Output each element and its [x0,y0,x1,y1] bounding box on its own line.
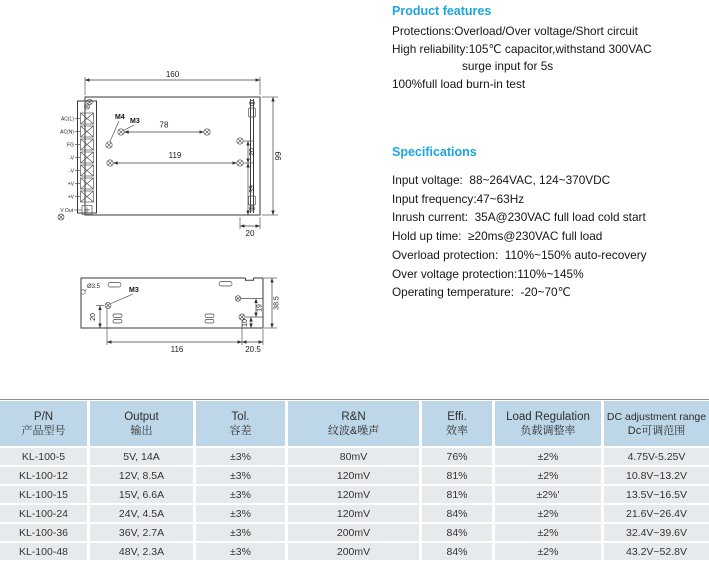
table-header-cell [288,401,419,446]
header-cn: 产品型号 [21,424,66,437]
table-cell: ±2% [495,505,601,522]
dim-side-bottom: 116 [170,345,184,354]
feature-line: High reliability:105℃ capacitor,withstand 300VAC [392,41,652,56]
header-en: P/N [33,410,54,423]
header-cn: 纹波&噪声 [327,424,380,437]
table-cell: KL-100-24 [0,505,87,522]
dim-side-bottom-right: 20.5 [245,345,261,354]
table-cell: ±2% [495,524,601,541]
table-cell: 84% [422,543,492,560]
mounting-holes [106,129,243,166]
spec-line: Over voltage protection:110%~145% [392,266,584,281]
terminal-block [81,113,94,215]
table-cell: KL-100-36 [0,524,87,541]
dim-hole-bottom: 119 [168,151,182,160]
table-cell: 120mV [288,505,419,522]
table-cell: ±2% [495,467,601,484]
spec-line: Inrush current: 35A@230VAC full load cold start [392,210,646,225]
table-cell: 12V, 8.5A [90,467,193,484]
terminal-label: -V [69,168,74,175]
terminal-label: +V [67,181,74,188]
dim-side-height: 38.5 [273,296,281,310]
spec-line: Operating temperature: -20~70℃ [392,285,571,300]
terminal-label: AC(N) [60,129,74,136]
dim-hole-top: 78 [159,120,169,130]
feature-line: surge input for 5s [462,59,554,74]
product-features-section [392,4,707,93]
table-cell: 80mV [288,448,419,465]
dim-side-left: 20 [90,313,97,321]
table-cell: 81% [422,486,492,503]
header-en: DC adjustment range [606,410,707,423]
product-features-title: Product features [392,4,492,18]
table-cell: 81% [422,467,492,484]
table-cell: 76% [422,448,492,465]
table-cell: 48V, 2.3A [90,543,193,560]
table-cell: 32.4V~39.6V [604,524,709,541]
vent-slots [108,282,232,324]
table-cell: 10.8V~13.2V [604,467,709,484]
table-header-cell [0,401,87,446]
header-en: Tol. [231,410,250,423]
table-cell: 15V, 6.6A [90,486,193,503]
table-cell: 36V, 2.7A [90,524,193,541]
table-cell: 21.6V~26.4V [604,505,709,522]
header-cn: 输出 [130,424,153,437]
specifications-title: Specifications [392,145,477,159]
header-en: Load Regulation [506,410,590,423]
table-cell: ±3% [196,448,285,465]
header-en: Output [124,410,159,423]
terminal-labels [58,117,82,221]
spec-table [0,399,709,560]
label-m4: M4 [115,114,125,121]
spec-line: Hold up time: ≥20ms@230VAC full load [392,229,603,244]
top-view-drawing [58,70,283,238]
table-cell: 5V, 14A [90,448,193,465]
table-cell: ±2% [495,448,601,465]
header-cn: Dc可调范围 [627,424,686,437]
table-cell: KL-100-48 [0,543,87,560]
label-hole-dia: Ø3.5 [87,284,101,290]
dim-bottom: 20 [245,229,255,238]
table-cell: ±3% [196,486,285,503]
terminal-label: AC(L) [60,116,74,123]
table-cell: ±3% [196,505,285,522]
side-view-drawing [81,277,281,354]
spec-line: Input frequency:47~63Hz [392,191,525,206]
header-cn: 容差 [229,424,252,437]
label-m3: M3 [130,118,140,125]
table-cell: ±3% [196,467,285,484]
table-cell: 200mV [288,543,419,560]
dim-side-right-upper: 19 [256,304,264,312]
terminal-label: FG [67,142,74,149]
label-m3-side: M3 [129,287,139,294]
table-header-cell [604,401,709,446]
table-cell: 43.2V~52.8V [604,543,709,560]
terminal-label: V Out [60,208,73,214]
terminal-label: +V [67,194,74,201]
feature-line: Protections:Overload/Over voltage/Short circuit [392,24,638,38]
header-cn: 负载调整率 [520,424,576,437]
table-cell: 84% [422,524,492,541]
specifications-section [392,145,707,302]
header-cn: 效率 [446,424,468,437]
dim-width: 160 [165,70,180,79]
table-header-cell [422,401,492,446]
table-cell: 84% [422,505,492,522]
table-cell: ±2% [495,543,601,560]
table-cell: 24V, 4.5A [90,505,193,522]
table-cell: ±2%' [495,486,601,503]
feature-line: 100%full load burn-in test [392,76,526,91]
header-en: Effi. [447,410,467,423]
table-cell: 200mV [288,524,419,541]
table-header-cell [90,401,193,446]
terminal-label: -V [69,155,74,162]
table-header-cell [196,401,285,446]
table-cell: KL-100-15 [0,486,87,503]
table-cell: 13.5V~16.5V [604,486,709,503]
dim-side-right-lower: 10 [242,319,249,327]
table-cell: 120mV [288,467,419,484]
header-en: R&N [341,410,366,423]
table-cell: KL-100-12 [0,467,87,484]
table-cell: ±3% [196,524,285,541]
table-cell: KL-100-5 [0,448,87,465]
dim-right-lower: 39 [249,185,256,193]
table-cell: ±3% [196,543,285,560]
spec-line: Input voltage: 88~264VAC, 124~370VDC [392,173,611,187]
spec-line: Overload protection: 110%~150% auto-recovery [392,247,647,262]
dim-height: 99 [274,151,283,161]
table-header-cell [495,401,601,446]
mechanical-drawing [0,55,300,365]
table-cell: 120mV [288,486,419,503]
table-cell: 4.75V-5.25V [604,448,709,465]
dim-right-upper: 20 [249,148,256,156]
